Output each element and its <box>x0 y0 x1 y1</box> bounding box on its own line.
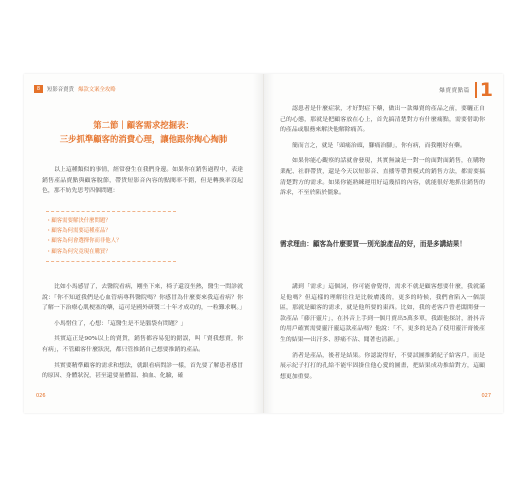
page-number: 026 <box>36 393 46 399</box>
right-page <box>264 74 503 413</box>
list-item: ・顧客為何需要這種產品？ <box>46 228 111 235</box>
gutter-shadow <box>264 74 274 413</box>
paragraph: 簡而言之，就是「頭痛治頭，腳痛治腳」，你有病，而我剛好有藥。 <box>292 142 466 149</box>
paragraph: 其實這正是90%以上的賣貨，銷售都容易犯的錯誤，叫「賣我想賣，你有病」，不管顧客什麼狀況，都只管推銷自己想要推銷的產品。 <box>42 336 243 353</box>
paragraph: 其實要精準顧客的需求和想法，就跟看病問診一樣，首先要了解患者感冒的原因、身體狀況，甚至還要量體溫、抽血、化驗，確 <box>42 362 243 380</box>
list-item: ・顧客需要解決什麼問題？ <box>46 218 111 224</box>
paragraph: 比如小馬感冒了，去醫院看病，剛坐下來，椅子還沒坐熱，醫生一問診就說：「你不知道我們是心血管病專科醫院嗎？你感冒為什麼要來我這看病？你了解一下治療心肌梗塞的藥，這可是國外研製二十年才成功的，一粒難求啊。」 <box>42 284 246 312</box>
intro-paragraph: 以上這種類似的事情，經常發生在我們身邊。如果你在銷售過程中，表達銷售產品賣點與顧客脫節，帶貨短影音內容的點閱率不錯，但是轉換率沒起色，那不妨先思考四個問題： <box>42 167 243 195</box>
subheading: 需求理由：顧客為什麼要買──別光說產品的好，而是多講結果！ <box>280 240 466 248</box>
left-page <box>24 74 264 413</box>
paragraph: 消者是產品，後者是結果。你認說得好，不要試圖推銷紀子給客戶，而是展示紀子打打的孔給不能牢固掛住他心愛的圖畫，把結果成功推給對方，這顧想更加重要。 <box>280 352 485 380</box>
paragraph: 如果你能心觀察的話就會發現，其實無論是一對一的面對面銷售，在購物業配、社群帶貨，還是今天以短影音、直播等帶貨模式的銷售方法，都需要搞清楚對方的需求。如果你能熟練運用好這幾招的內容，就能很好地抓住銷售的訴求，不至於陷於僵象。 <box>280 158 485 197</box>
right-body-text-top <box>280 104 485 204</box>
left-body-text <box>42 282 246 387</box>
paragraph: 小馬惜住了，心想：「這醫生是不是腦袋有問題？」 <box>54 320 187 327</box>
section-title <box>24 118 263 146</box>
list-item: ・顧客為何會選擇你而非他人？ <box>46 238 122 245</box>
right-body-text-bottom <box>280 282 485 387</box>
section-title-line2: 三步抓準顧客的消費心理，讓他跟你掏心掏肺 <box>59 134 228 144</box>
page-badge: 8 <box>34 85 43 93</box>
list-item: ・顧客為何究竟現在購買？ <box>46 248 111 255</box>
page-number: 027 <box>481 393 491 399</box>
intro-paragraph-block <box>42 165 243 202</box>
chapter-title: 爆賣賣點篇 <box>439 88 470 94</box>
book-title-prefix: 短影音賣貨 <box>47 87 74 93</box>
chapter-header <box>439 79 493 101</box>
paragraph: 認患者是什麼症狀，才好對症下藥，做出一款爆賣的產品之前，要曬正自己的心態，那就是把顧客放在心上，首先搞清楚對方有什麼痛點，需要借助你的產品或服務來解決他解除痛苦。 <box>280 106 485 134</box>
book-title-accent: 爆款文案全攻略 <box>77 87 116 93</box>
paragraph: 講到「需求」這個詞，你可能會覺得，需求不就是顧客想要什麼，我就滿足他嗎？但這樣的理解往往是比較膚淺的，更多的時候，我們會陷入一個誤區，那就是顧客的需求，就是他所要的東西。比如，我的老客戶曾老闆開發一款產品「藤汗靈片」，在抖音上手到一個月賣出5萬多單，我跟他探討，滑抖音的用戶確實需要靈汗靈這款產品嗎？他說：「不，更多的是為了使用靈汗膏後產生的結果──出汗多、脖痛不沾、聞著也清新。」 <box>280 284 485 343</box>
running-header <box>34 85 116 93</box>
chapter-number: 1 <box>475 82 493 98</box>
book-spread <box>24 74 503 413</box>
section-title-line1: 第二節｜顧客需求挖掘表： <box>93 120 194 130</box>
question-list <box>46 211 176 262</box>
